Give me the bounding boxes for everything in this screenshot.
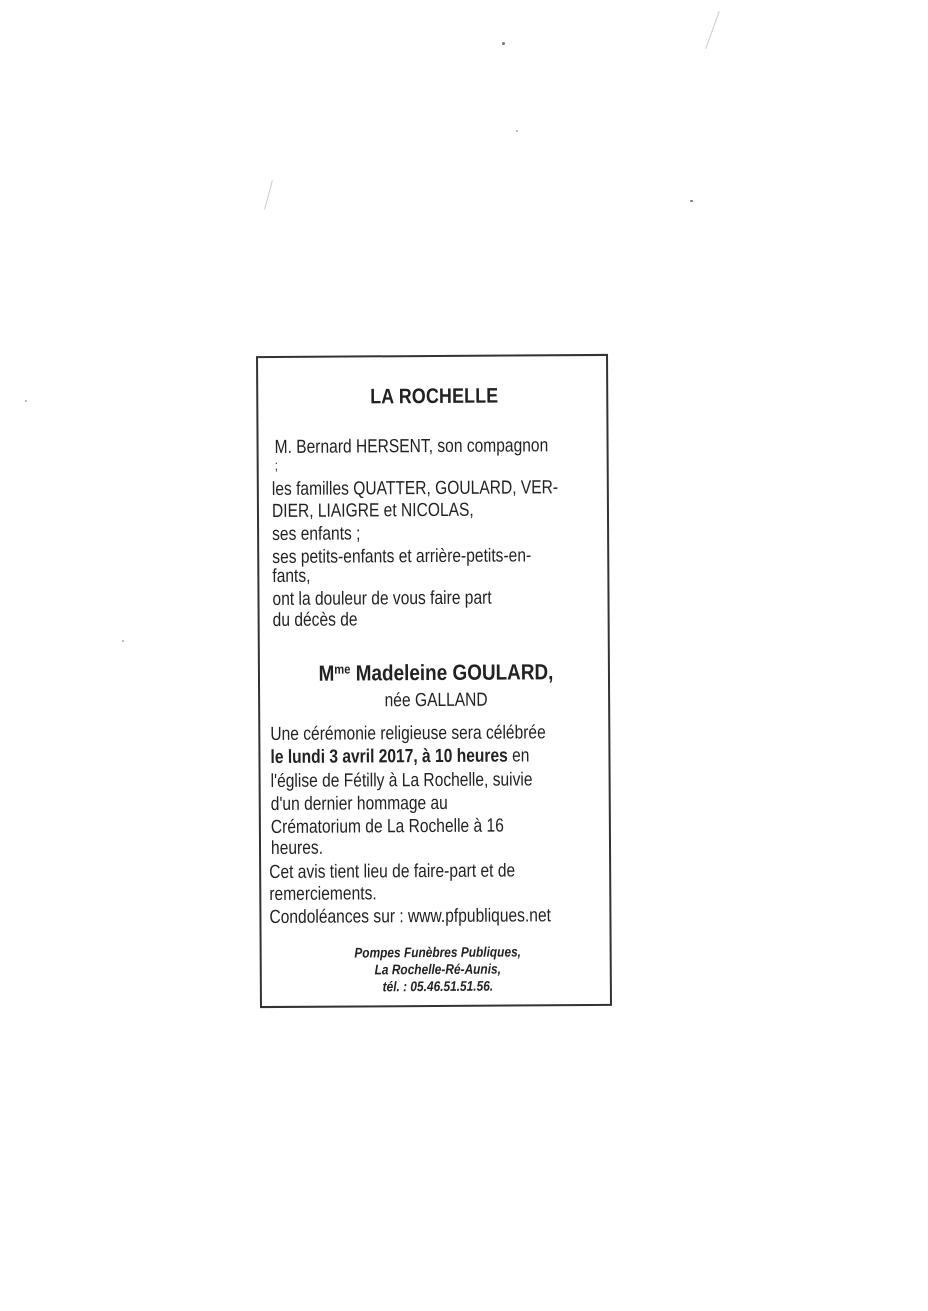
obituary-notice (256, 354, 612, 1008)
title-prefix: M (318, 660, 335, 686)
family-line: ses enfants ; (272, 523, 361, 545)
ceremony-date: le lundi 3 avril 2017, à 10 heures (270, 745, 508, 769)
family-line: du décès de (272, 609, 358, 631)
funeral-home-info (288, 943, 588, 996)
place-heading: LA ROCHELLE (370, 384, 499, 409)
scan-speck (502, 42, 505, 45)
footer-line: La Rochelle-Ré-Aunis, (374, 960, 501, 978)
family-line: les familles QUATTER, GOULARD, VER- (271, 477, 559, 500)
footer-line: tél. : 05.46.51.51.56. (382, 977, 494, 995)
ceremony-line: Cet avis tient lieu de faire-part et de (269, 860, 516, 884)
ceremony-date-line (270, 746, 529, 768)
title-suffix: me (334, 661, 351, 677)
scan-speck (690, 200, 693, 202)
maiden-name: née GALLAND (384, 689, 488, 712)
ceremony-line: heures. (270, 837, 324, 859)
family-line: ont la douleur de vous faire part (272, 587, 492, 610)
ceremony-line: Condoléances sur : www.pfpubliques.net (269, 905, 551, 929)
ceremony-line: Une cérémonie religieuse sera célébrée (270, 722, 546, 746)
deceased-full-name: Madeleine GOULARD, (355, 659, 554, 686)
scan-scratch (705, 11, 720, 49)
ceremony-line: remerciements. (269, 883, 377, 906)
ceremony-line: Crématorium de La Rochelle à 16 (270, 815, 504, 838)
family-line: DIER, LIAIGRE et NICOLAS, (271, 499, 474, 522)
family-line: ; (274, 456, 278, 473)
deceased-name (285, 659, 588, 687)
ceremony-line: d'un dernier hommage au (270, 792, 448, 815)
scan-scratch (264, 180, 273, 209)
footer-line: Pompes Funèbres Publiques, (354, 943, 522, 961)
scan-speck (122, 640, 124, 642)
family-line: fants, (272, 565, 311, 587)
ceremony-date-after: en (507, 745, 530, 767)
family-line: ses petits-enfants et arrière-petits-en- (272, 545, 532, 568)
ceremony-line: l'église de Fétilly à La Rochelle, suivie (270, 769, 533, 792)
scan-speck (25, 400, 27, 402)
scan-speck (516, 130, 518, 132)
family-line: M. Bernard HERSENT, son compagnon (274, 435, 549, 458)
